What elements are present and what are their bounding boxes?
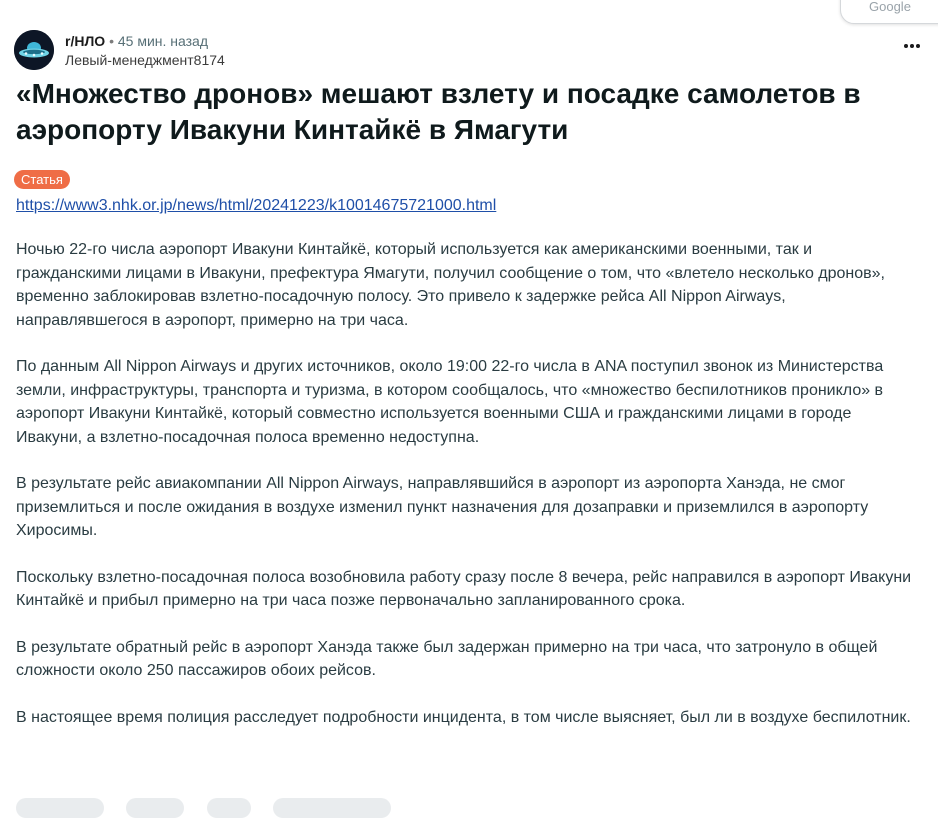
body-paragraph: Ночью 22-го числа аэропорт Ивакуни Кинтайкё, который используется как американскими военными, так и гражданскими лицами в Ивакуни, префектура Ямагути, получил сообщение о том, что «влетело несколько дронов», временно заблокировав взлетно-посадочную полосу. Это привело к задержке рейса All Nippon Airways, направлявшегося в аэропорт, примерно на три часа. — [16, 241, 885, 329]
post-actions-bar — [16, 798, 409, 818]
article-link[interactable]: https://www3.nhk.or.jp/news/html/20241223/k10014675721000.html — [16, 197, 497, 214]
body-paragraph: В настоящее время полиция расследует подробности инцидента, в том числе выясняет, был ли в воздухе беспилотник. — [16, 708, 911, 726]
post-meta — [65, 32, 208, 50]
comments-button[interactable] — [126, 798, 184, 818]
body-paragraph: По данным All Nippon Airways и других источников, около 19:00 22-го числа в ANA поступил звонок из Министерства земли, инфраструктуры, транспорта и туризма, в котором сообщалось, что «множество беспилотников проникло» в аэропорт Ивакуни Кинтайкё, который совместно используется военными США и гражданскими лицами в городе Ивакуни, а взлетно-посадочная полоса временно недоступна. — [16, 358, 884, 446]
more-options-icon[interactable] — [904, 44, 924, 54]
award-button[interactable] — [207, 798, 251, 818]
body-paragraph: В результате обратный рейс в аэропорт Ханэда также был задержан примерно на три часа, что затронуло в общей сложности около 250 пассажиров обоих рейсов. — [16, 638, 878, 679]
post-body — [16, 238, 916, 752]
post-flair[interactable]: Статья — [14, 170, 70, 189]
search-placeholder: Google — [869, 0, 911, 14]
body-paragraph: Поскольку взлетно-посадочная полоса возобновила работу сразу после 8 вечера, рейс направился в аэропорт Ивакуни Кинтайкё и прибыл примерно на три часа позже первоначально запланированного срока. — [16, 568, 912, 609]
post-title: «Множество дронов» мешают взлету и посадке самолетов в аэропорту Ивакуни Кинтайкё в Ямагути — [16, 78, 861, 145]
vote-button[interactable] — [16, 798, 104, 818]
meta-separator: • — [109, 33, 114, 49]
search-bar[interactable] — [840, 0, 938, 24]
body-paragraph: В результате рейс авиакомпании All Nippon Airways, направлявшийся в аэропорт из аэропорта Ханэда, не смог приземлиться и после ожидания в воздухе изменил пункт назначения для дозаправки и приземлился в аэропорту Хиросимы. — [16, 475, 869, 539]
post-time: 45 мин. назад — [117, 33, 209, 49]
subreddit-link[interactable]: r/НЛО — [65, 33, 106, 49]
post-header — [14, 30, 934, 70]
ufo-icon — [14, 30, 54, 70]
subreddit-avatar[interactable] — [14, 30, 54, 70]
share-button[interactable] — [273, 798, 391, 818]
author-link[interactable]: Левый-менеджмент8174 — [65, 52, 225, 68]
